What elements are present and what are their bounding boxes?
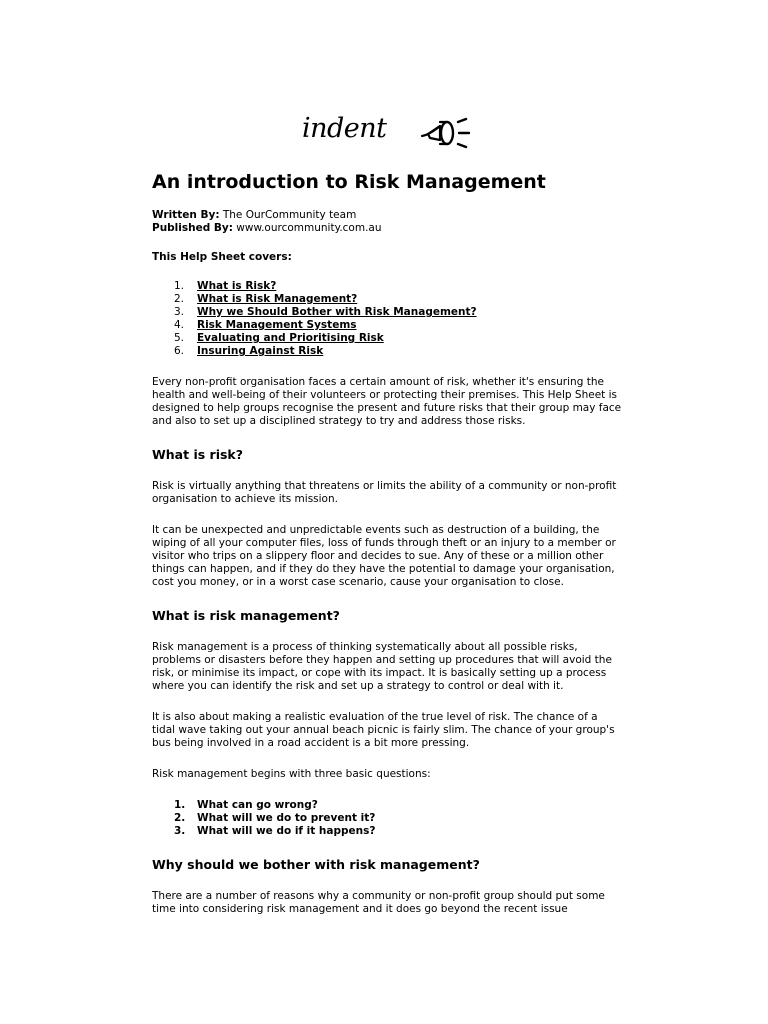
paragraph: There are a number of reasons why a community or non-profit group should put some time into considering risk management and it does go beyond the recent issue: [152, 890, 605, 915]
list-item: [152, 799, 622, 812]
published-by-line: [152, 222, 622, 235]
written-by-value: The OurCommunity team: [222, 209, 357, 221]
megaphone-icon: [420, 114, 472, 150]
toc-number: 1.: [174, 280, 185, 292]
section-heading-what-is-risk: What is risk?: [152, 447, 243, 462]
author-block: [152, 209, 622, 235]
paragraph: Risk management begins with three basic questions:: [152, 768, 431, 780]
toc-item: [152, 345, 622, 358]
toc-link-evaluating[interactable]: Evaluating and Prioritising Risk: [197, 332, 384, 344]
basic-questions-list: [152, 799, 622, 838]
toc-item: [152, 293, 622, 306]
indent-logo: [302, 112, 472, 152]
list-item-label: What will we do to prevent it?: [197, 812, 376, 824]
list-number: 2.: [174, 812, 186, 824]
paragraph: It is also about making a realistic evaluation of the true level of risk. The chance of a tidal wave taking out your annual beach picnic is fairly slim. The chance of your group's bus being involved in a road accident is a bit more pressing.: [152, 711, 615, 749]
toc-number: 2.: [174, 293, 185, 305]
table-of-contents: [152, 280, 622, 358]
toc-link-risk-management[interactable]: What is Risk Management?: [197, 293, 358, 305]
toc-number: 5.: [174, 332, 185, 344]
toc-item: [152, 306, 622, 319]
list-item: [152, 825, 622, 838]
toc-item: [152, 319, 622, 332]
covers-heading: This Help Sheet covers:: [152, 251, 292, 263]
list-item-label: What can go wrong?: [197, 799, 318, 811]
paragraph: It can be unexpected and unpredictable events such as destruction of a building, the wiping of all your computer files, loss of funds through theft or an injury to a member or visitor who trips on a slippery floor and decides to sue. Any of these or a million other things can happen, and if they do they have the potential to damage your organisation, cost you money, or in a worst case scenario, cause your organisation to close.: [152, 524, 616, 588]
toc-link-systems[interactable]: Risk Management Systems: [197, 319, 357, 331]
section-heading-why-bother: Why should we bother with risk management?: [152, 857, 480, 872]
toc-number: 4.: [174, 319, 185, 331]
toc-item: [152, 280, 622, 293]
written-by-label: Written By:: [152, 209, 220, 221]
document-content: [152, 170, 622, 916]
toc-number: 3.: [174, 306, 185, 318]
toc-item: [152, 332, 622, 345]
list-number: 1.: [174, 799, 186, 811]
section-heading-what-is-risk-management: What is risk management?: [152, 608, 340, 623]
paragraph: Risk management is a process of thinking systematically about all possible risks, problems or disasters before they happen and setting up procedures that will avoid the risk, or minimise its impact, or cope with its impact. It is basically setting up a process where you can identify the risk and set up a strategy to control or deal with it.: [152, 641, 612, 692]
toc-link-what-is-risk[interactable]: What is Risk?: [197, 280, 277, 292]
logo-wordmark: indent: [302, 113, 387, 144]
written-by-line: [152, 209, 622, 222]
paragraph: Risk is virtually anything that threatens or limits the ability of a community or non-profit organisation to achieve its mission.: [152, 480, 617, 505]
page-title: An introduction to Risk Management: [152, 171, 546, 193]
toc-number: 6.: [174, 345, 185, 357]
published-by-value: www.ourcommunity.com.au: [236, 222, 382, 234]
list-item: [152, 812, 622, 825]
intro-paragraph: Every non-profit organisation faces a certain amount of risk, whether it's ensuring the health and well-being of their volunteers or protecting their premises. This Help Sheet is designed to help groups recognise the present and future risks that their group may face and also to set up a disciplined strategy to try and address those risks.: [152, 376, 622, 427]
toc-link-why-bother[interactable]: Why we Should Bother with Risk Management?: [197, 306, 477, 318]
list-item-label: What will we do if it happens?: [197, 825, 376, 837]
toc-link-insuring[interactable]: Insuring Against Risk: [197, 345, 324, 357]
list-number: 3.: [174, 825, 186, 837]
published-by-label: Published By:: [152, 222, 233, 234]
